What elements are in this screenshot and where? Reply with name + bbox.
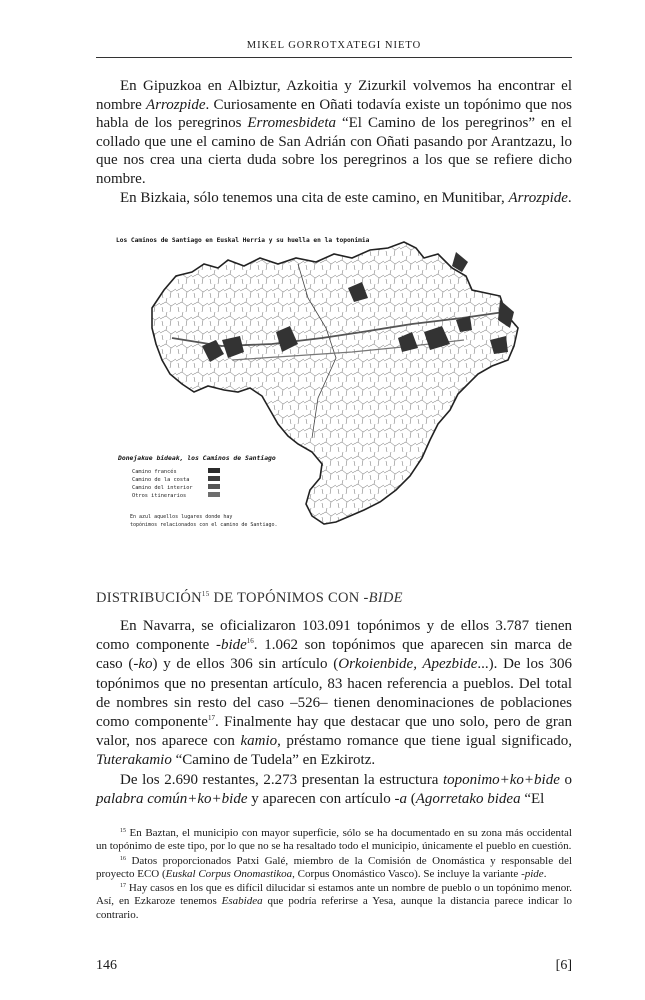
footnote-text: Hay casos en los que es difícil dilucidar si estamos ante un nombre de pueblo o un topónimo menor. Así, en Ezkaroze tenemos (96, 882, 572, 908)
text-run: De los 2.690 restantes, 2.273 presentan la estructura (120, 771, 443, 788)
paragraph (96, 617, 572, 771)
paragraph (96, 771, 572, 809)
title-text: DE TOPÓNIMOS CON (209, 590, 364, 606)
text-run: y aparecen con artículo (247, 790, 395, 807)
paragraph (96, 77, 572, 189)
italic-term: Erromesbideta (247, 115, 336, 132)
text-run: En Navarra, se oficializaron 103.091 topónimos y de ellos 3.787 tienen como componente (96, 618, 572, 654)
footnote-17 (96, 882, 572, 922)
italic-term: toponimo+ko+bide (442, 771, 560, 788)
title-italic: -BIDE (363, 590, 403, 606)
italic-term: Tuterakamio (96, 752, 172, 769)
legend-swatch (208, 492, 220, 497)
italic-term: Euskal Corpus Onomastikoa (165, 867, 293, 880)
footnote-15 (96, 827, 572, 854)
legend-item-label: Camino francés (132, 469, 177, 475)
footnote-ref: 17 (207, 714, 215, 723)
italic-term: Esabidea (221, 895, 263, 908)
italic-term: -ko (133, 656, 153, 673)
legend (132, 468, 220, 499)
section-body (96, 617, 572, 809)
italic-term: Arrozpide (146, 96, 206, 113)
italic-term: kamio (240, 733, 278, 750)
italic-term: Agorretako bidea (415, 790, 521, 807)
italic-term: -pide (521, 867, 544, 880)
text-run: ( (407, 790, 416, 807)
text-run: ...). De los 306 topónimos que no presentan artículo, 83 hacen referencia a pueblos. Del total de nombres sin resto del caso –526– tienen denominaciones de poblaciones como componente (96, 656, 572, 731)
italic-term: Orkoienbide, Apezbide (338, 656, 478, 673)
italic-term: Arrozpide (508, 189, 568, 206)
text-run: ) y de ellos 306 sin artículo ( (152, 656, 339, 673)
legend-swatch (208, 476, 220, 481)
text-run: . Curiosamente en Oñati todavía existe un topónimo que nos habla de los peregrinos (96, 96, 572, 132)
footnote-ref: 16 (246, 637, 254, 646)
text-run: En Gipuzkoa en Albiztur, Azkoitia y Zizurkil volvemos ha encontrar el nombre (96, 78, 572, 113)
section-title (96, 590, 403, 607)
footnote-text: que podría referirse a Yesa, aunque la distancia parece indicar lo contrario. (96, 895, 573, 921)
legend-heading: Donejakue bideak, los Caminos de Santiago (118, 454, 276, 462)
italic-term: -bide (215, 637, 247, 654)
header-rule (96, 57, 572, 58)
footnote-text: . (543, 867, 547, 880)
map-note: topónimos relacionados con el camino de Santiago. (130, 522, 278, 528)
page-bracket-number: [6] (555, 958, 572, 973)
footnote-16 (96, 855, 572, 882)
footnote-text: Datos proporcionados Patxi Galé, miembro de la Comisión de Onomástica y responsable del proyecto ECO ( (96, 854, 572, 880)
footnote-ref: 15 (201, 590, 210, 598)
running-head: MIKEL GORROTXATEGI NIETO (246, 40, 422, 51)
legend-swatch (208, 468, 220, 473)
page-number: 146 (96, 958, 117, 973)
paragraph (96, 189, 572, 208)
map-title: Los Caminos de Santiago en Euskal Herria y su huella en la toponimia (116, 237, 370, 244)
intro-text (96, 77, 572, 207)
legend-item-label: Otros itinerarios (132, 493, 187, 499)
footnote-text: En Baztan, el municipio con mayor superficie, sólo se ha documentado en su zona más occidental un topónimo de este tipo, por lo que no se ha resaltado todo el municipio, únicamente el pueblo en cuestión. (96, 827, 572, 853)
footnotes (96, 827, 572, 923)
footnote-number: 16 (120, 855, 126, 862)
map-note: En azul aquellos lugares donde hay (130, 514, 233, 520)
text-run: o (559, 771, 572, 788)
text-run: “El (520, 790, 545, 807)
text-run: . 1.062 son topónimos que aparecen sin marca de caso ( (96, 637, 573, 673)
map-figure (112, 228, 520, 544)
text-run: “El Camino de los peregrinos” en el collado que une el camino de San Adrián con Oñati pasando por Arantzazu, lo que nos crea una cierta duda sobre los peregrinos a los que se refiere dicho nombre. (96, 115, 572, 187)
text-run: , préstamo romance que tiene igual significado, (277, 733, 572, 750)
title-text: DISTRIBUCIÓN (96, 590, 202, 606)
footnote-number: 15 (120, 828, 126, 834)
text-run: . (567, 189, 572, 206)
legend-item-label: Camino de la costa (132, 477, 190, 483)
text-run: . Finalmente hay que destacar que uno solo, pero de gran valor, nos aparece con (96, 714, 572, 750)
map-svg (112, 228, 520, 544)
legend-item-label: Camino del interior (132, 485, 193, 491)
region-outline (152, 242, 518, 524)
footnote-text: , Corpus Onomástico Vasco). Se incluye la variante (292, 867, 522, 880)
legend-swatch (208, 484, 220, 489)
italic-term: -a (394, 790, 407, 807)
footnote-number: 17 (120, 883, 126, 890)
italic-term: palabra común+ko+bide (96, 790, 248, 807)
text-run: “Camino de Tudela” en Ezkirotz. (171, 752, 376, 769)
text-run: En Bizkaia, sólo tenemos una cita de este camino, en Munitibar, (120, 189, 509, 206)
